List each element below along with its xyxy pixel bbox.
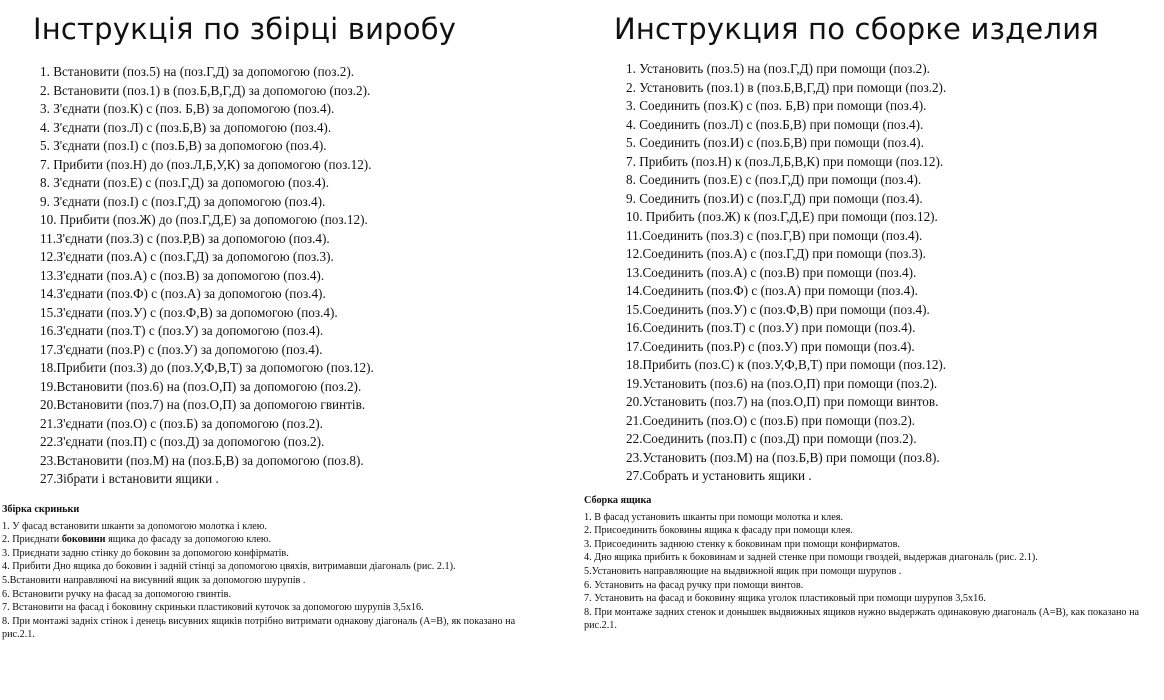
drawer-step-text: 2. Приєднати xyxy=(2,534,62,546)
step-item: 9. Соединить (поз.И) с (поз.Г,Д) при помощи (поз.4). xyxy=(626,190,923,206)
step-item: 7. Прибити (поз.Н) до (поз.Л,Б,У,К) за допомогою (поз.12). xyxy=(40,156,372,172)
drawer-step-item: 1. В фасад установить шканты при помощи молотка и клея. xyxy=(584,511,844,523)
drawer-step-text: ящика до фасаду за допомогою клею. xyxy=(105,534,272,546)
drawer-step-item: 7. Установить на фасад и боковину ящика уголок пластиковый при помощи шурупов 3,5х16. xyxy=(584,593,986,605)
step-item: 2. Установить (поз.1) в (поз.Б,В,Г,Д) при помощи (поз.2). xyxy=(626,79,947,95)
step-item: 5. Соединить (поз.И) с (поз.Б,В) при помощи (поз.4). xyxy=(626,135,924,150)
step-item: 8. З'єднати (поз.Е) с (поз.Г,Д) за допомогою (поз.4). xyxy=(40,175,329,190)
step-item: 10. Прибить (поз.Ж) к (поз.Г,Д,Е) при помощи (поз.12). xyxy=(626,209,938,224)
drawer-step-item: 6. Встановити ручку на фасад за допомогою гвинтів. xyxy=(2,588,231,600)
step-item: 7. Прибить (поз.Н) к (поз.Л,Б,В,К) при помощи (поз.12). xyxy=(626,153,944,169)
drawer-assembly-section-russian xyxy=(584,494,1150,633)
drawer-step-item: 4. Прибити Дно ящика до боковин і задній стінці за допомогою цвяхів, витримавши діагональ (рис. 2.1). xyxy=(2,561,456,573)
drawer-step-item: 2. Присоединить боковины ящика к фасаду при помощи клея. xyxy=(584,525,853,537)
step-item: 16.З'єднати (поз.Т) с (поз.У) за допомогою (поз.4). xyxy=(40,323,324,338)
step-item: 20.Установить (поз.7) на (поз.О,П) при помощи винтов. xyxy=(626,394,939,409)
drawer-step-item: 8. При монтаже задних стенок и донышек выдвижных ящиков нужно выдержать одинаковую диагональ (А=В), как показано на рис.2.1. xyxy=(584,606,1140,632)
step-item: 3. З'єднати (поз.К) с (поз. Б,В) за допомогою (поз.4). xyxy=(40,101,335,116)
step-item: 13.Соединить (поз.А) с (поз.В) при помощи (поз.4). xyxy=(626,264,917,280)
drawer-assembly-section-ukrainian xyxy=(2,503,547,642)
step-item: 21.З'єднати (поз.О) с (поз.Б) за допомогою (поз.2). xyxy=(40,415,323,431)
step-item: 17.Соединить (поз.Р) с (поз.У) при помощи (поз.4). xyxy=(626,338,915,354)
step-item: 19.Встановити (поз.6) на (поз.О,П) за допомогою (поз.2). xyxy=(40,378,362,394)
drawer-steps-list xyxy=(584,511,1150,633)
drawer-step-item: 3. Присоединить заднюю стенку к боковинам при помощи конфирматов. xyxy=(584,538,900,550)
step-item: 4. З'єднати (поз.Л) с (поз.Б,В) за допомогою (поз.4). xyxy=(40,119,332,135)
step-item: 19.Установить (поз.6) на (поз.О,П) при помощи (поз.2). xyxy=(626,375,938,391)
assembly-steps-list-ukrainian xyxy=(40,63,374,489)
step-item: 2. Встановити (поз.1) в (поз.Б,В,Г,Д) за допомогою (поз.2). xyxy=(40,82,371,98)
assembly-steps-list-russian xyxy=(626,60,946,486)
drawer-step-emphasis: боковини xyxy=(61,534,106,546)
step-item: 22.Соединить (поз.П) с (поз.Д) при помощи (поз.2). xyxy=(626,431,917,446)
step-item: 13.З'єднати (поз.А) с (поз.В) за допомогою (поз.4). xyxy=(40,267,325,283)
step-item: 18.Прибити (поз.З) до (поз.У,Ф,В,Т) за допомогою (поз.12). xyxy=(40,360,374,375)
drawer-assembly-heading: Сборка ящика xyxy=(584,495,652,506)
step-item: 14.Соединить (поз.Ф) с (поз.А) при помощи (поз.4). xyxy=(626,283,918,298)
step-item: 27.Зібрати і встановити ящики . xyxy=(40,471,219,486)
step-item: 23.Встановити (поз.М) на (поз.Б,В) за допомогою (поз.8). xyxy=(40,452,364,468)
page-title-ukrainian: Інструкція по збірці виробу xyxy=(33,12,457,46)
step-item: 12.З'єднати (поз.А) с (поз.Г,Д) за допомогою (поз.3). xyxy=(40,249,334,264)
step-item: 15.Соединить (поз.У) с (поз.Ф,В) при помощи (поз.4). xyxy=(626,301,930,317)
step-item: 3. Соединить (поз.К) с (поз. Б,В) при помощи (поз.4). xyxy=(626,98,927,113)
step-item: 20.Встановити (поз.7) на (поз.О,П) за допомогою гвинтів. xyxy=(40,397,366,412)
step-item: 22.З'єднати (поз.П) с (поз.Д) за допомогою (поз.2). xyxy=(40,434,325,449)
drawer-step-item: 7. Встановити на фасад і боковину скриньки пластиковий куточок за допомогою шурупів 3,5х16. xyxy=(2,602,424,614)
step-item: 17.З'єднати (поз.Р) с (поз.У) за допомогою (поз.4). xyxy=(40,341,323,357)
drawer-step-item: 3. Приєднати задню стінку до боковин за допомогою конфірматів. xyxy=(2,547,289,559)
drawer-step-item xyxy=(2,533,547,547)
step-item: 8. Соединить (поз.Е) с (поз.Г,Д) при помощи (поз.4). xyxy=(626,172,922,187)
step-item: 23.Установить (поз.М) на (поз.Б,В) при помощи (поз.8). xyxy=(626,449,940,465)
drawer-step-item: 8. При монтажі задніх стінок і денець висувних ящиків потрібно витримати однакову діагональ (А=В), як показано на рис.2.1. xyxy=(2,615,516,641)
drawer-step-item: 5.Установить направляющие на выдвижной ящик при помощи шурупов . xyxy=(584,565,902,577)
drawer-step-item: 1. У фасад встановити шканти за допомогою молотка і клею. xyxy=(2,520,267,532)
drawer-step-item: 5.Встановити направляючі на висувний ящик за допомогою шурупів . xyxy=(2,574,306,586)
step-item: 11.Соединить (поз.З) с (поз.Г,В) при помощи (поз.4). xyxy=(626,227,923,243)
drawer-assembly-heading: Збірка скриньки xyxy=(2,504,80,515)
step-item: 11.З'єднати (поз.З) с (поз.Р,В) за допомогою (поз.4). xyxy=(40,230,330,246)
step-item: 10. Прибити (поз.Ж) до (поз.Г,Д,Е) за допомогою (поз.12). xyxy=(40,212,368,227)
step-item: 4. Соединить (поз.Л) с (поз.Б,В) при помощи (поз.4). xyxy=(626,116,924,132)
step-item: 14.З'єднати (поз.Ф) с (поз.А) за допомогою (поз.4). xyxy=(40,286,326,301)
step-item: 1. Встановити (поз.5) на (поз.Г,Д) за допомогою (поз.2). xyxy=(40,64,355,79)
drawer-steps-list xyxy=(2,520,547,642)
drawer-step-item: 4. Дно ящика прибить к боковинам и задней стенке при помощи гвоздей, выдержав диагональ (рис. 2.1). xyxy=(584,552,1038,564)
step-item: 15.З'єднати (поз.У) с (поз.Ф,В) за допомогою (поз.4). xyxy=(40,304,338,320)
step-item: 16.Соединить (поз.Т) с (поз.У) при помощи (поз.4). xyxy=(626,320,916,335)
step-item: 12.Соединить (поз.А) с (поз.Г,Д) при помощи (поз.3). xyxy=(626,246,926,261)
step-item: 27.Собрать и установить ящики . xyxy=(626,468,812,483)
drawer-step-item: 6. Установить на фасад ручку при помощи винтов. xyxy=(584,579,804,591)
step-item: 1. Установить (поз.5) на (поз.Г,Д) при помощи (поз.2). xyxy=(626,61,930,76)
step-item: 18.Прибить (поз.С) к (поз.У,Ф,В,Т) при помощи (поз.12). xyxy=(626,357,947,372)
step-item: 9. З'єднати (поз.І) с (поз.Г,Д) за допомогою (поз.4). xyxy=(40,193,326,209)
step-item: 21.Соединить (поз.О) с (поз.Б) при помощи (поз.2). xyxy=(626,412,916,428)
page-title-russian: Инструкция по сборке изделия xyxy=(614,12,1099,46)
step-item: 5. З'єднати (поз.І) с (поз.Б,В) за допомогою (поз.4). xyxy=(40,138,327,153)
